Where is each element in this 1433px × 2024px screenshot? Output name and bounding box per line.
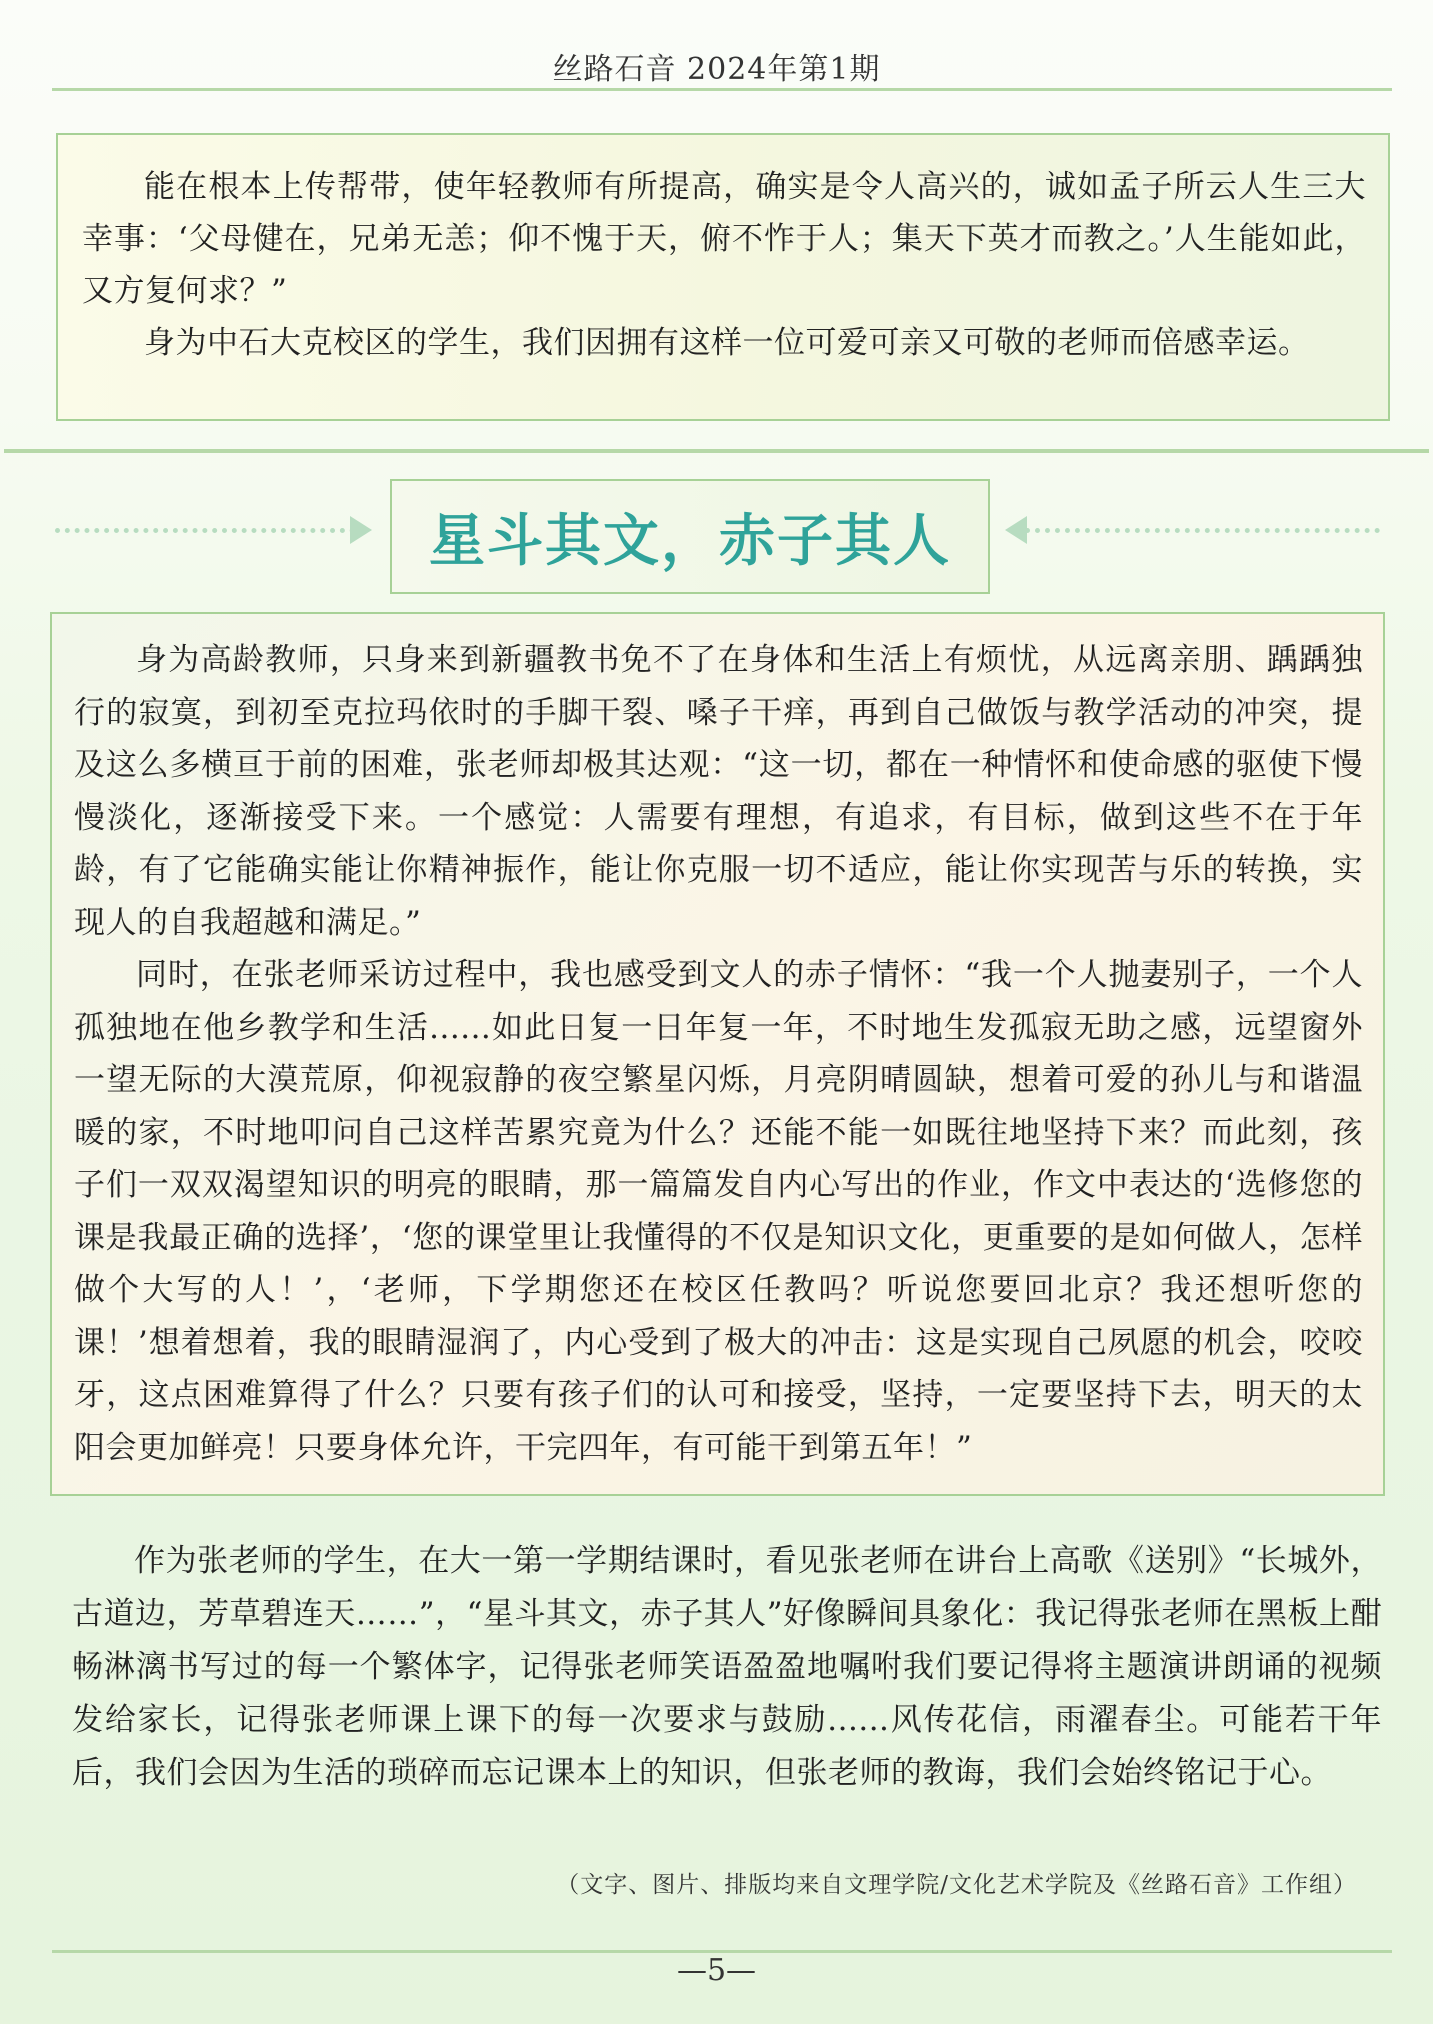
- left-arrow-icon: [1005, 516, 1027, 544]
- right-dotted-line: [1025, 528, 1380, 533]
- right-arrow-icon: [350, 516, 372, 544]
- left-dotted-line: [55, 528, 355, 533]
- quote-paragraph: 身为高龄教师，只身来到新疆教书免不了在身体和生活上有烦忧，从远离亲朋、踽踽独行的寂寞，到初至克拉玛依时的手脚干裂、嗓子干痒，再到自己做饭与教学活动的冲突，提及这么多横亘于前的困难，张老师却极其达观：“这一切，都在一种情怀和使命感的驱使下慢慢淡化，逐渐接受下来。一个感觉：人需要有理想，有追求，有目标，做到这些不在于年龄，有了它能确实能让你精神振作，能让你克服一切不适应，能让你实现苦与乐的转换，实现人的自我超越和满足。”: [74, 642, 1363, 941]
- intro-paragraph: 能在根本上传帮带，使年轻教师有所提高，确实是令人高兴的，诚如孟子所云人生三大幸事：‘父母健在，兄弟无恙；仰不愧于天，俯不怍于人；集天下英才而教之。’人生能如此，又方复何求？”: [82, 169, 1366, 309]
- intro-paragraph: 身为中石大克校区的学生，我们因拥有这样一位可爱可亲又可敬的老师而倍感幸运。: [144, 325, 1310, 361]
- section-divider: [4, 449, 1429, 453]
- header-rule: [52, 88, 1392, 91]
- credit-line: （文字、图片、排版均来自文理学院/文化艺术学院及《丝路石音》工作组）: [556, 1872, 1357, 1898]
- section-title: 星斗其文，赤子其人: [429, 508, 951, 574]
- intro-text-box: [56, 133, 1390, 421]
- closing-section: [72, 1535, 1382, 1800]
- closing-paragraph: 作为张老师的学生，在大一第一学期结课时，看见张老师在讲台上高歌《送别》“长城外，古道边，芳草碧连天……”，“星斗其文，赤子其人”好像瞬间具象化：我记得张老师在黑板上酣畅淋漓书写过的每一个繁体字，记得张老师笑语盈盈地嘱咐我们要记得将主题演讲朗诵的视频发给家长，记得张老师课上课下的每一次要求与鼓励......风传花信，雨濯春尘。可能若干年后，我们会因为生活的琐碎而忘记课本上的知识，但张老师的教诲，我们会始终铭记于心。: [72, 1543, 1382, 1791]
- section-title-box: [390, 479, 990, 594]
- page-number: —5—: [676, 1953, 757, 1988]
- quote-paragraph: 同时，在张老师采访过程中，我也感受到文人的赤子情怀：“我一个人抛妻别子，一个人孤独地在他乡教学和生活......如此日复一日年复一年，不时地生发孤寂无助之感，远望窗外一望无际的大漠荒原，仰视寂静的夜空繁星闪烁，月亮阴晴圆缺，想着可爱的孙儿与和谐温暖的家，不时地叩问自己这样苦累究竟为什么？还能不能一如既往地坚持下来？而此刻，孩子们一双双渴望知识的明亮的眼睛，那一篇篇发自内心写出的作业，作文中表达的‘选修您的课是我最正确的选择’，‘您的课堂里让我懂得的不仅是知识文化，更重要的是如何做人，怎样做个大写的人！’，‘老师，下学期您还在校区任教吗？听说您要回北京？我还想听您的课！’想着想着，我的眼睛湿润了，内心受到了极大的冲击：这是实现自己夙愿的机会，咬咬牙，这点困难算得了什么？只要有孩子们的认可和接受，坚持，一定要坚持下去，明天的太阳会更加鲜亮！只要身体允许，干完四年，有可能干到第五年！”: [74, 957, 1363, 1466]
- quote-text-box: [50, 612, 1385, 1496]
- journal-title: 丝路石音 2024年第1期: [552, 52, 881, 87]
